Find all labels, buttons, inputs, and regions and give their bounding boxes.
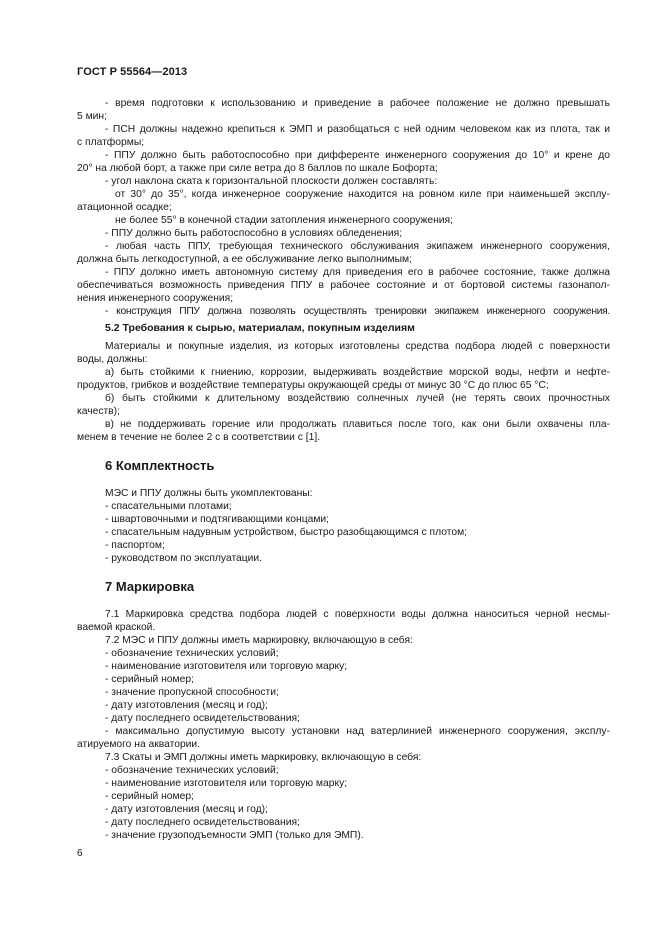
text-line: - ППУ должно быть работоспособно при дифференте инженерного сооружения до 10° и крене до — [105, 150, 610, 161]
list-item: - значение пропускной способности; — [105, 687, 279, 698]
list-item: - дату изготовления (месяц и год); — [105, 804, 268, 815]
page-number: 6 — [77, 848, 83, 859]
list-item: - руководством по эксплуатации. — [105, 553, 263, 564]
text-line: 5 мин; — [77, 111, 107, 122]
list-item: - спасательным надувным устройством, быстро разобщающимся с плотом; — [105, 527, 468, 538]
list-item: - серийный номер; — [105, 674, 194, 685]
text-line: менем в течение не более 2 с в соответствии с [1]. — [77, 432, 321, 443]
document-header: ГОСТ Р 55564—2013 — [77, 66, 188, 78]
text-line: - ППУ должно иметь автономную систему для приведения его в рабочее состояние, также должна — [105, 267, 610, 278]
text-line: не более 55° в конечной стадии затопления инженерного сооружения; — [115, 215, 453, 226]
list-item: - наименование изготовителя или торговую марку; — [105, 778, 348, 789]
text-line: продуктов, грибков и воздействие температуры окружающей среды от минус 30 °С до плюс 65 °С; — [77, 380, 549, 391]
list-item: - дату изготовления (месяц и год); — [105, 700, 268, 711]
list-item: - обозначение технических условий; — [105, 648, 279, 659]
text-line: МЭС и ППУ должны быть укомплектованы: — [105, 488, 313, 499]
text-line: Материалы и покупные изделия, из которых изготовлены средства подбора людей с поверхности — [105, 341, 610, 352]
text-line: 7.3 Скаты и ЭМП должны иметь маркировку, включающую в себя: — [105, 752, 422, 763]
text-line: - конструкция ППУ должна позволять осуществлять тренировки экипажем инженерного сооружения. — [105, 306, 610, 317]
subsection-heading: 5.2 Требования к сырью, материалам, покупным изделиям — [105, 322, 415, 334]
text-line: - ПСН должны надежно крепиться к ЭМП и разобщаться с ней одним человеком как из плота, так и — [105, 124, 610, 135]
list-item: - максимально допустимую высоту установки над ватерлинией инженерного сооружения, эксплу- — [105, 726, 610, 737]
text-line: с платформы; — [77, 137, 145, 148]
list-item: - обозначение технических условий; — [105, 765, 279, 776]
text-line: - ППУ должно быть работоспособно в условиях обледенения; — [105, 228, 403, 239]
text-line: качеств); — [77, 406, 120, 417]
text-line: от 30° до 35°, когда инженерное сооружение находится на ровном киле при наименьшей эксплу- — [115, 189, 610, 200]
text-line: б) быть стойкими к длительному воздействию солнечных лучей (не терять своих прочностных — [105, 393, 610, 404]
list-item: - спасательными плотами; — [105, 501, 232, 512]
text-line: - угол наклона ската к горизонтальной плоскости должен составлять: — [105, 176, 438, 187]
text-line: ваемой краской. — [77, 622, 156, 633]
text-line: 7.2 МЭС и ППУ должны иметь маркировку, включающую в себя: — [105, 635, 413, 646]
text-line: - время подготовки к использованию и приведение в рабочее положение не должно превышать — [105, 98, 610, 109]
text-line: воды, должны: — [77, 354, 148, 365]
text-line: обеспечиваться возможность приведения ППУ в рабочее состояние и от бортовой системы газонапол- — [77, 280, 610, 291]
list-item: - швартовочными и подтягивающими концами; — [105, 514, 330, 525]
list-item: - серийный номер; — [105, 791, 194, 802]
list-item: - дату последнего освидетельствования; — [105, 817, 300, 828]
text-line: а) быть стойкими к гниению, коррозии, выдерживать воздействие морской воды, нефти и нефте- — [105, 367, 610, 378]
text-line: атационной осадке; — [77, 202, 172, 213]
text-line: 7.1 Маркировка средства подбора людей с поверхности воды должна наноситься черной несмы- — [105, 609, 610, 620]
list-item: - значение грузоподъемности ЭМП (только для ЭМП). — [105, 830, 364, 841]
text-line: в) не поддерживать горение или продолжать плавиться после того, как они были охвачены пла- — [105, 419, 610, 430]
text-line: 20° на любой борт, а также при силе ветра до 8 баллов по шкале Бофорта; — [77, 163, 438, 174]
list-item: - паспортом; — [105, 540, 165, 551]
list-item: - наименование изготовителя или торговую марку; — [105, 661, 348, 672]
section-heading: 7 Маркировка — [105, 579, 195, 594]
section-heading: 6 Комплектность — [105, 458, 215, 473]
text-line: должна быть легкодоступной, а ее обслуживание легко выполнимым; — [77, 254, 412, 265]
text-line: нения инженерного сооружения; — [77, 293, 234, 304]
list-item: - дату последнего освидетельствования; — [105, 713, 300, 724]
text-line: атируемого на акватории. — [77, 739, 201, 750]
text-line: - любая часть ППУ, требующая технического обслуживания экипажем инженерного сооружения, — [105, 241, 610, 252]
